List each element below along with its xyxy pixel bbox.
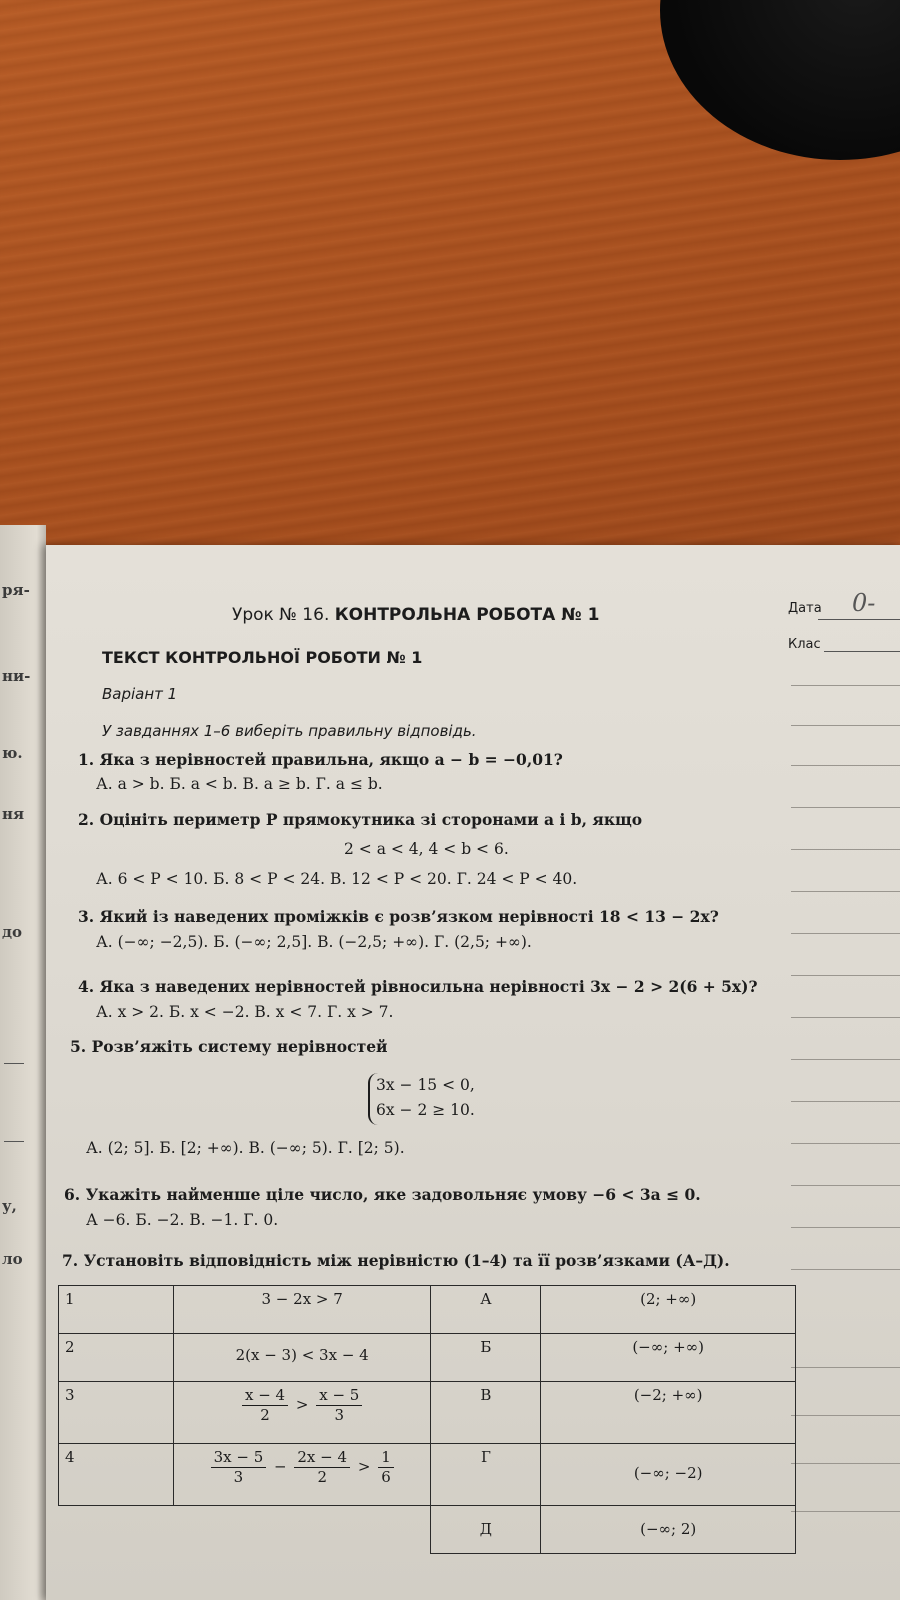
variant-label: Варіант 1 (102, 685, 178, 703)
lesson-prefix: Урок № 16. (232, 605, 330, 625)
question-4-options: А. x > 2. Б. x < −2. В. x < 7. Г. x > 7. (96, 1003, 394, 1021)
question-7: 7. Установіть відповідність між нерівністю (1–4) та її розв’язками (А–Д). (62, 1251, 730, 1270)
instruction: У завданнях 1–6 виберіть правильну відповідь. (102, 722, 477, 740)
worksheet-page (46, 545, 900, 1600)
denominator: 2 (317, 1468, 327, 1486)
question-2-options: А. 6 < P < 10. Б. 8 < P < 24. В. 12 < P < 20. Г. 24 < P < 40. (96, 870, 578, 888)
operator: − (274, 1457, 287, 1476)
inequality-cell (173, 1382, 431, 1444)
left-fragment: ря- (2, 581, 30, 599)
class-label: Клас (788, 637, 821, 652)
numerator: 2x − 4 (294, 1448, 350, 1468)
left-fragment: ю. (2, 744, 23, 762)
fraction (378, 1448, 394, 1487)
answer-interval: (−∞; +∞) (541, 1334, 796, 1382)
margin-rule (791, 975, 900, 976)
margin-rule (791, 1511, 900, 1512)
question-5-options: А. (2; 5]. Б. [2; +∞). В. (−∞; 5). Г. [2; 5). (86, 1139, 405, 1157)
margin-rule (791, 849, 900, 850)
answer-interval: (2; +∞) (541, 1286, 796, 1334)
left-fragment: ло (2, 1250, 23, 1268)
row-number: 1 (59, 1286, 174, 1334)
question-6-options: А −6. Б. −2. В. −1. Г. 0. (86, 1211, 279, 1229)
table-row (59, 1382, 796, 1444)
denominator: 3 (233, 1468, 244, 1486)
answer-letter: В (431, 1382, 541, 1444)
answer-letter: А (431, 1286, 541, 1334)
test-title: ТЕКСТ КОНТРОЛЬНОЇ РОБОТИ № 1 (102, 648, 423, 667)
left-fragment: ня (2, 805, 25, 823)
denominator: 2 (260, 1406, 270, 1424)
table-row (59, 1444, 796, 1506)
question-2-condition: 2 < a < 4, 4 < b < 6. (344, 840, 509, 858)
denominator: 3 (334, 1406, 345, 1424)
inequality-cell: 3 − 2x > 7 (173, 1286, 431, 1334)
question-1-options: А. a > b. Б. a < b. В. a ≥ b. Г. a ≤ b. (96, 775, 383, 793)
margin-rule (791, 807, 900, 808)
margin-rule (791, 1185, 900, 1186)
lesson-bold: КОНТРОЛЬНА РОБОТА № 1 (334, 605, 600, 625)
question-3-options: А. (−∞; −2,5). Б. (−∞; 2,5]. В. (−2,5; +∞). Г. (2,5; +∞). (96, 933, 532, 951)
inequality-cell: 2(x − 3) < 3x − 4 (173, 1334, 431, 1382)
matching-table (58, 1285, 796, 1554)
left-dash (4, 1063, 24, 1064)
fraction (242, 1386, 288, 1425)
table-row (59, 1334, 796, 1382)
margin-rule (791, 1227, 900, 1228)
operator: > (357, 1457, 371, 1476)
margin-rule (791, 1415, 900, 1416)
margin-rule (791, 1463, 900, 1464)
question-3: 3. Який із наведених проміжків є розв’язком нерівності 18 < 13 − 2x? (78, 907, 719, 926)
margin-rule (791, 933, 900, 934)
answer-letter: Б (431, 1334, 541, 1382)
left-fragment: у, (2, 1197, 17, 1215)
margin-rule (791, 1367, 900, 1368)
numerator: 1 (378, 1448, 394, 1468)
margin-rule (791, 891, 900, 892)
question-6: 6. Укажіть найменше ціле число, яке задовольняє умову −6 < 3a ≤ 0. (64, 1185, 701, 1204)
answer-letter: Г (431, 1444, 541, 1506)
left-fragment: до (2, 923, 23, 941)
question-1: 1. Яка з нерівностей правильна, якщо a − b = −0,01? (78, 750, 563, 769)
fraction (294, 1448, 350, 1487)
answer-interval: (−∞; −2) (541, 1444, 796, 1506)
empty-cell (173, 1506, 431, 1554)
question-5: 5. Розв’яжіть систему нерівностей (70, 1037, 388, 1056)
answer-letter: Д (431, 1506, 541, 1554)
lesson-title (232, 605, 599, 625)
margin-rule (791, 1059, 900, 1060)
margin-rule (791, 765, 900, 766)
operator: > (295, 1395, 309, 1414)
numerator: 3x − 5 (211, 1448, 267, 1468)
margin-rule (791, 1269, 900, 1270)
numerator: x − 4 (242, 1386, 288, 1406)
margin-rule (791, 685, 900, 686)
row-number: 4 (59, 1444, 174, 1506)
system-line-2: 6x − 2 ≥ 10. (376, 1101, 475, 1119)
inequality-system (368, 1073, 488, 1125)
margin-rule (791, 1143, 900, 1144)
left-page-edge (0, 525, 46, 1600)
question-4: 4. Яка з наведених нерівностей рівносильна нерівності 3x − 2 > 2(6 + 5x)? (78, 977, 758, 996)
question-2: 2. Оцініть периметр P прямокутника зі сторонами a і b, якщо (78, 810, 643, 829)
date-handwriting: 0- (852, 589, 876, 617)
margin-rule (791, 1101, 900, 1102)
table-row (59, 1506, 796, 1554)
inequality-cell (173, 1444, 431, 1506)
numerator: x − 5 (316, 1386, 362, 1406)
empty-cell (59, 1506, 174, 1554)
margin-rule (791, 725, 900, 726)
row-number: 2 (59, 1334, 174, 1382)
row-number: 3 (59, 1382, 174, 1444)
margin-rule (791, 1017, 900, 1018)
date-line (818, 619, 900, 620)
left-dash (4, 1141, 24, 1142)
fraction (211, 1448, 267, 1487)
left-fragment: ни- (2, 667, 31, 685)
date-label: Дата (788, 601, 822, 616)
table-row (59, 1286, 796, 1334)
answer-interval: (−∞; 2) (541, 1506, 796, 1554)
denominator: 6 (381, 1468, 391, 1486)
system-line-1: 3x − 15 < 0, (376, 1076, 475, 1094)
class-line (824, 651, 900, 652)
answer-interval: (−2; +∞) (541, 1382, 796, 1444)
fraction (316, 1386, 362, 1425)
